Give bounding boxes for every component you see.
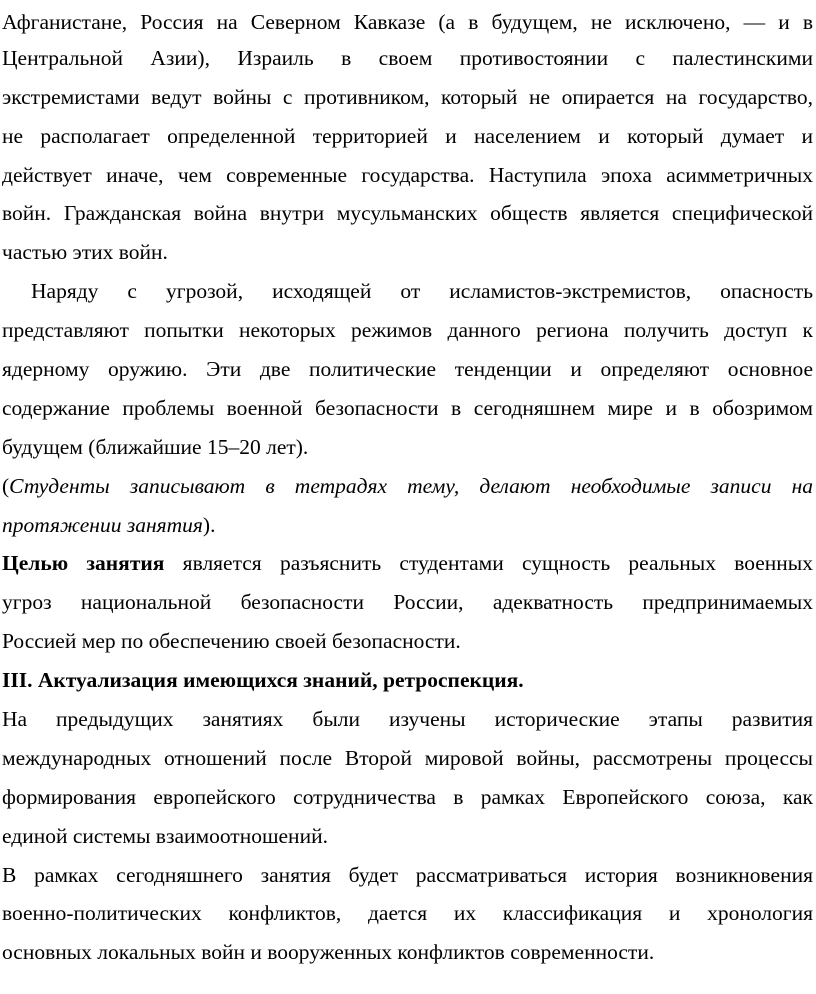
text-line bbox=[2, 544, 813, 583]
paragraph-previous-lessons bbox=[2, 700, 813, 856]
paragraph-student-note bbox=[2, 467, 813, 545]
text-line: не располагает определенной территорией и населением и который думает и bbox=[2, 123, 813, 148]
text-line: формирования европейского сотрудничества в рамках Европейского союза, как bbox=[2, 784, 813, 809]
text-line: угроз национальной безопасности России, адекватность предпринимаемых bbox=[2, 590, 813, 615]
paragraph-nuclear-threat bbox=[2, 272, 813, 466]
text-line: ядерному оружию. Эти две политические тенденции и определяют основное bbox=[2, 357, 813, 382]
close-paren: ). bbox=[202, 512, 216, 537]
text-line: будущем (ближайшие 15–20 лет). bbox=[2, 434, 309, 459]
paragraph-current-lesson bbox=[2, 856, 813, 973]
section-heading bbox=[2, 661, 813, 700]
text-line: Россией мер по обеспечению своей безопасности. bbox=[2, 629, 461, 654]
text-line: Центральной Азии), Израиль в своем противостоянии с палестинскими bbox=[2, 45, 813, 70]
text-line bbox=[2, 467, 813, 506]
text-line: Наряду с угрозой, исходящей от исламистов-экстремистов, опасность bbox=[31, 279, 813, 304]
italic-note: Студенты записывают в тетрадях тему, делают необходимые записи на bbox=[9, 473, 813, 498]
text-line: представляют попытки некоторых режимов данного региона получить доступ к bbox=[2, 318, 813, 343]
text-line: частью этих войн. bbox=[2, 240, 168, 265]
text-line: международных отношений после Второй мировой войны, рассмотрены процессы bbox=[2, 745, 813, 770]
text-line: войн. Гражданская война внутри мусульманских обществ является специфической bbox=[2, 201, 813, 226]
goal-text: является разъяснить студентами сущность реальных военных bbox=[164, 551, 813, 576]
text-line: На предыдущих занятиях были изучены исторические этапы развития bbox=[2, 707, 813, 732]
paragraph-lesson-goal bbox=[2, 544, 813, 661]
text-line: содержание проблемы военной безопасности в сегодняшнем мире и в обозримом bbox=[2, 395, 813, 420]
text-line: экстремистами ведут войны с противником, который не опирается на государство, bbox=[2, 84, 813, 109]
paragraph-asymmetric-wars bbox=[2, 0, 813, 272]
text-line: единой системы взаимоотношений. bbox=[2, 823, 328, 848]
bold-term: Целью занятия bbox=[2, 551, 165, 576]
open-paren: ( bbox=[2, 473, 10, 498]
text-line bbox=[2, 506, 813, 545]
text-line: основных локальных войн и вооруженных конфликтов современности. bbox=[2, 940, 655, 965]
italic-note: протяжении занятия bbox=[2, 512, 203, 537]
text-line: военно-политических конфликтов, дается их классификация и хронология bbox=[2, 901, 813, 926]
text-line: Афганистане, Россия на Северном Кавказе (а в будущем, не исключено, — и в bbox=[2, 10, 813, 34]
text-line: В рамках сегодняшнего занятия будет рассматриваться история возникновения bbox=[2, 862, 813, 887]
heading-text: III. Актуализация имеющихся знаний, ретроспекция. bbox=[2, 668, 524, 693]
text-line: действует иначе, чем современные государства. Наступила эпоха асимметричных bbox=[2, 162, 813, 187]
